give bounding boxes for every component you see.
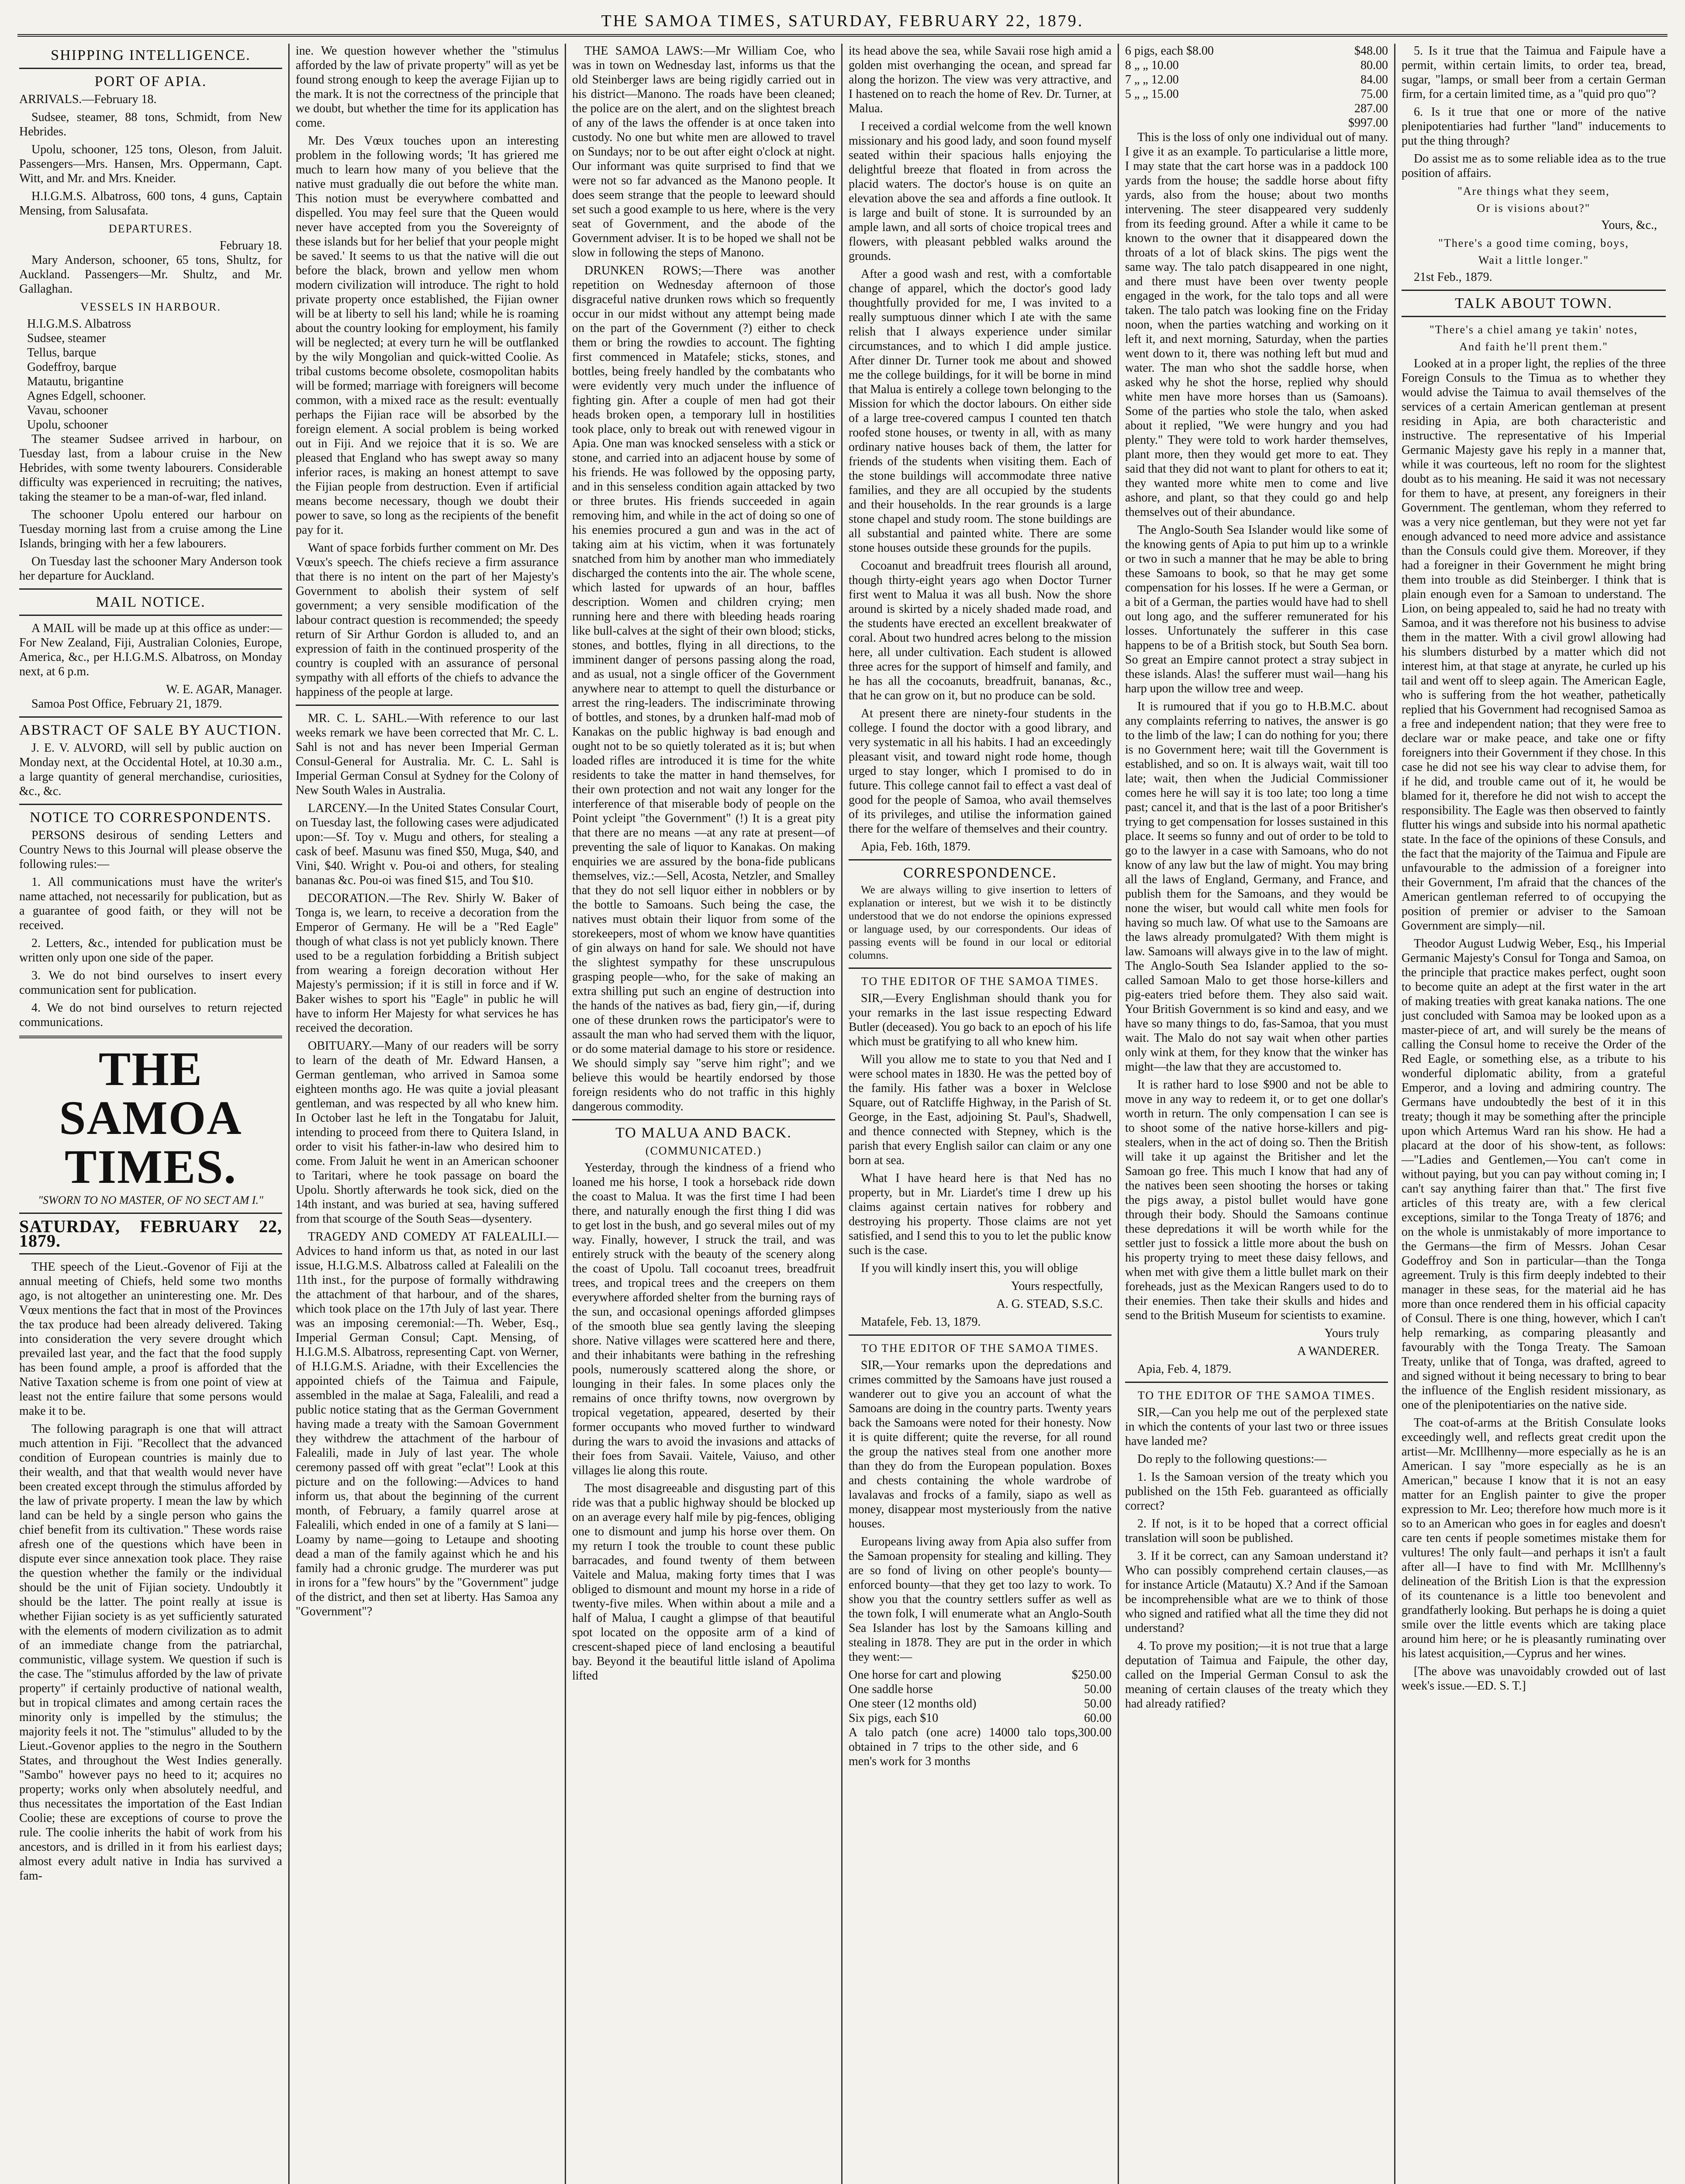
loss-row bbox=[1125, 73, 1388, 87]
masthead: THE SAMOA TIMES. bbox=[59, 1042, 242, 1193]
to-editor-head: TO THE EDITOR OF THE SAMOA TIMES. bbox=[861, 1342, 1099, 1355]
letter-paragraph: 6. Is it true that one or more of the native plenipotentiaries had further "land" inducements to put the thing through? bbox=[1402, 105, 1666, 148]
arrival-item: Upolu, schooner, 125 tons, Oleson, from Jaluit. Passengers—Mrs. Hansen, Mrs. Oppermann, Capt. Witt, and Mr. and Mrs. Kneider. bbox=[19, 143, 282, 185]
letter-paragraph: 4. To prove my position;—it is not true that a large deputation of Taimua and Faipule, the other day, called on the Imperial German Consul to ask the meaning of certain clauses of the treaty which they had already ratified? bbox=[1125, 1639, 1388, 1711]
loss-row bbox=[849, 1725, 1112, 1769]
loss-item: 7 „ „ 12.00 bbox=[1125, 73, 1179, 86]
letter-paragraph: If you will kindly insert this, you will oblige bbox=[861, 1261, 1078, 1275]
losses-table-cont bbox=[1125, 44, 1388, 130]
to-editor-head: TO THE EDITOR OF THE SAMOA TIMES. bbox=[861, 975, 1099, 988]
loss-row bbox=[849, 1682, 1112, 1697]
letter-date: 21st Feb., 1879. bbox=[1414, 270, 1492, 284]
column-6 bbox=[1395, 44, 1672, 2184]
letter-place: Apia, Feb. 4, 1879. bbox=[1137, 1362, 1232, 1376]
article-paragraph: DECORATION.—The Rev. Shirly W. Baker of Tonga is, we learn, to receive a decoration from the Emperor of Germany. He will be a "Red Eagle" though of what class is not yet publicly known. There used to be a regulation forbidding a British subject from wearing a foreign decoration without Her Majesty's permission; if it is still in force and if W. Baker wishes to sport his "Eagle" in public he will have to inform Her Majesty for what services he has received the decoration. bbox=[296, 892, 559, 1035]
correspondence-intro: We are always willing to give insertion to letters of explanation or interest, but we wish it to be distinctly understood that we do not endorse the opinions expressed or language used, by our correspondents. Our ideas of passing events will be found in our local or editorial columns. bbox=[849, 884, 1112, 961]
malua-paragraph: The most disagreeable and disgusting part of this ride was that a public highway should be blocked up on an average every half mile by pig-fences, obliging one to dismount and jump his horse over them. On my return I took the trouble to count these public barracades, and found twenty of them between Vaitele and Malua, making forty times that I was obliged to dismount and mount my horse in a ride of twenty-five miles. When within about a mile and a half of Malua, I caught a glimpse of that beautiful spot located on the opposite arm of a kind of crescent-shaped piece of land enclosing a beautiful bay. Beyond it the beautiful little island of Apolima lifted bbox=[572, 1482, 835, 1683]
vessel-item: Tellus, barque bbox=[27, 346, 97, 359]
verse-line: "Are things what they seem, bbox=[1457, 185, 1610, 197]
arrival-item: Sudsee, steamer, 88 tons, Schmidt, from New Hebrides. bbox=[19, 111, 282, 138]
letter-close: Yours respectfully, bbox=[1011, 1279, 1103, 1293]
loss-amount: $48.00 bbox=[1354, 44, 1388, 58]
notice-intro: PERSONS desirous of sending Letters and Country News to this Journal will please observe the following rules:— bbox=[19, 829, 282, 871]
loss-row bbox=[1125, 87, 1388, 101]
motto: "SWORN TO NO MASTER, OF NO SECT AM I." bbox=[38, 1194, 263, 1206]
epigraph-line: "There's a chiel amang ye takin' notes, bbox=[1429, 323, 1638, 336]
notice-title: NOTICE TO CORRESPONDENTS. bbox=[29, 809, 272, 826]
article-paragraph: Mr. Des Vœux touches upon an interesting problem in the following words; 'It has griered me much to learn how many of you believe that the native must gradually die out before the white man. This notion must be everywhere combatted and dispelled. You may feel sure that the Queen would never have accepted from you the Sovereignty of these islands but for her belief that your people might be saved.' It seems to us that the native will die out before the black, brown and yellow men whom modern civilization will introduce. The right to hold private property once established, the Fijian owner will be at liberty to sell his land; while he is roaming about the country looking for employment, his family will be neglected; at every turn he will be outflanked by the wily Mongolian and quick-witted Coolie. As tribal customs become obsolete, cosmopolitan habits will be formed; marriage with foreigners will become common, with a mixed race as the result: eventually perhaps the Fijian race will be absorbed by the foreign element. A social problem is being worked out in Fiji. And we rejoice that it is so. We are pleased that England who has swept away so many inferior races, is making an honest attempt to save the Fijian people from destruction. Even if artificial means become necessary, though we doubt their power to save, so long as the recipients of the benefit pay for it. bbox=[296, 134, 559, 537]
vessel-item: Vavau, schooner bbox=[27, 404, 108, 417]
notice-rule: 1. All communications must have the writer's name attached, not necessarily for publication, but as a guarantee of good faith, or they will not be received. bbox=[19, 875, 282, 932]
malua-paragraph: its head above the sea, while Savaii rose high amid a golden mist overhanging the ocean, and spread far along the horizon. The view was very attractive, and I hastened on to reach the home of Rev. Dr. Turner, at Malua. bbox=[849, 44, 1112, 115]
loss-amount: 80.00 bbox=[1360, 59, 1388, 72]
verse-line: "There's a good time coming, boys, bbox=[1438, 237, 1629, 249]
loss-item: 5 „ „ 15.00 bbox=[1125, 87, 1179, 101]
letter-paragraph: SIR,—Can you help me out of the perplexed state in which the contents of your last two or three issues have landed me? bbox=[1125, 1406, 1388, 1448]
loss-item: A talo patch (one acre) 14000 talo tops, obtained in 7 trips to the other side, and 6 men's work for 3 months bbox=[849, 1726, 1078, 1768]
notice-rule: 2. Letters, &c., intended for publication must be written only upon one side of the paper. bbox=[19, 936, 282, 964]
vessel-item: Sudsee, steamer bbox=[27, 332, 106, 345]
harbour-note: The steamer Sudsee arrived in harbour, on Tuesday last, from a labour cruise in the New Hebrides, with some twenty labourers. Considerable difficulty was experienced in recruiting; the natives, taking the steamer to be a man-of-war, fled inland. bbox=[19, 432, 282, 504]
letter-paragraph: The Anglo-South Sea Islander would like some of the knowing gents of Apia to put him up to a wrinkle or two in such a manner that he may be able to bring these Samoans to book, so that he may get some compensation for his losses. If he were a German, or a bit of a German, the parties would have had to shell out long ago, and the sufferer remunerated for his losses. Unfortunately the sufferer in this case happens to be of a British stock, but South Sea born. So great an Empire cannot protect a stray subject in these islands. Alas! the sufferer must wail—hang his harp upon the willow tree and weep. bbox=[1125, 523, 1388, 695]
columns bbox=[13, 44, 1673, 2184]
verse-line: Wait a little longer." bbox=[1478, 254, 1589, 266]
abstract-title: ABSTRACT OF SALE BY AUCTION. bbox=[19, 722, 282, 738]
article-paragraph: DRUNKEN ROWS;—There was another repetition on Wednesday afternoon of those disgraceful native drunken rows which so frequently occur in our midst without any attempt being made on the part of the Government (?) either to check them or bring the rowdies to account. The fighting first commenced in Matafele; sticks, stones, and bottles, being freely handled by the combatants who were evidently very much under the influence of fighting gin. After a couple of men had got their heads broken open, a temporary lull in hostilities took place, only to break out with renewed vigour in Apia. One man was knocked senseless with a stick or stone, and carried into an adjacent house by some of his friends. He was followed by the opposing party, and in this senseless condition again attacked by two or three brutes. His friends succeeded in again removing him, and while in the act of doing so one of his enemies procured a gun and was in the act of taking aim at his victim, when it was fortunately snatched from him by another man who immediately discharged the contents into the air. The whole scene, which lasted for upwards of an hour, baffles description. Women and children crying; men running here and there with bleeding heads roaring like bull-calves at the sight of their own blood; sticks, stones, and bottles, flying in all directions, to the imminent danger of persons passing along the road, and as usual, not a single officer of the Government anywhere near to attempt to quell the disturbance or arrest the ring-leaders. The indiscriminate throwing of bottles, and stones, by a drunken half-mad mob of Kanakas on the public highway is bad enough and ought not to be so quietly tolerated as it is; but when loaded rifles are introduced it is time for the white residents to take the matter in hand themselves, for their own protection and not wait any longer for the interference of that miserable body of people on the Point ycleipt "the Government" (!) It is a great pity that there are no means —at any rate at present—of preventing the sale of liquor to Kanakas. On making enquiries we are assured by the bona-fide publicans themselves, viz.:—Sell, Acosta, Netzler, and Smalley that they do not sell liquor either in nobblers or by the bottle to Samoans. Such being the case, the natives must obtain their liquor from some of the storekeepers, most of whom we know have quantities of gin always on hand for sale. We should not have the slightest sympathy for these unscrupulous grasping people—who, for the sake of making an extra shilling put such an engine of destruction into the hands of the natives as bad, fiery gin,—if, during one of these drunken rows the participator's were to assault the man who had served them with the liquor, or do some material damage to his store or residence. We should simply say "serve him right"; and we believe this would be heartily endorsed by those foreign residents who do not traffic in this highly dangerous commodity. bbox=[572, 264, 835, 1113]
mail-title: MAIL NOTICE. bbox=[96, 594, 206, 610]
loss-row bbox=[1125, 44, 1388, 58]
lead-paragraph: The following paragraph is one that will attract much attention in Fiji. "Recollect that the advanced condition of European countries is mainly due to their wealth, and that that wealth would never have been created except through the stimulus afforded by the law of private property. I mean the law by which land can be held by a single person who gains the chief benefit from its cultivation." These words raise afresh one of the questions which have been in dispute ever since annexation took place. They raise the question whether the family or the individual should be the unit of Fijian society. Undoubtly it should be the latter. The point really at issue is whether Fijian society is as yet sufficiently saturated with the elements of modern civilization as to admit of an immediate change from the patriarchal, communistic, village system. We question if such is the case. The "stimulus afforded by the law of private property" if certainly productive of national wealth, but in tropical climates and among certain races the minority only is impelled by the stimulus; the majority feels it not. The "stimulus" alluded to by the Lieut.-Govenor applies to the negro in the Southern States, and throughout the West Indies generally. "Sambo" however pays no heed to it; acquires no property; works only when absolutely needful, and thus necessitates the importation of the East Indian Coolie; these are exceptions of course to prove the rule. The coolie inherits the habit of work from his ancestors, and is drilled in it from his earliest days; almost every adult native in India has survived a fam- bbox=[19, 1422, 282, 1883]
malua-paragraph: Yesterday, through the kindness of a friend who loaned me his horse, I took a horseback ride down the coast to Malua. It was the first time I had been there, and naturally enough the first thing I did was to get lost in the bush, and go several miles out of my way. Finally, however, I struck the trail, and was entirely struck with the beauty of the scenery along the coast of Upolu. Tall cocoanut trees, breadfruit trees, and tropical trees and the creepers on them everywhere afforded shelter from the burning rays of the sun, and occasional openings afforded glimpses of the smooth blue sea gently laving the sleeping shore. Native villages were scattered here and there, and their inhabitants were bathing in the refreshing pools, numerously scattered along the shore, or lounging in their fales. In some places only the remains of once thrifty towns, now overgrown by tropical vegetation, appeared, deserted by their former occupants who moved further to windward during the wars to avoid the invasions and attacks of their foes from Savaii. Vaitele, Vaiuso, and other villages lie along this route. bbox=[572, 1161, 835, 1477]
harbour-note: The schooner Upolu entered our harbour on Tuesday morning last from a cruise among the Line Islands, bringing with her a few labourers. bbox=[19, 508, 282, 550]
letter-paragraph: Europeans living away from Apia also suffer from the Samoan propensity for stealing and killing. They are so fond of living on other people's bounty—enforced bounty—that they get too lazy to work. To show you that the country settlers suffer as well as the town folk, I will enumerate what an Anglo-South Sea Islander has lost by the Samoans killing and stealing in 1878. They are put in the order in which they went:— bbox=[849, 1535, 1112, 1664]
loss-amount: 50.00 bbox=[1084, 1683, 1112, 1696]
losses-table bbox=[849, 1668, 1112, 1769]
lead-paragraph: THE speech of the Lieut.-Govenor of Fiji at the annual meeting of Chiefs, held some two months ago, is not altogether an uninteresting one. Mr. Des Vœux mentions the fact that in most of the Provinces the tax produce had been already delivered. Taking into consideration the very severe drought which prevailed last year, and the fact that the food supply has been found ample, a proof is afforded that the Native Taxation scheme is from one point of view at least not the entire failure that some persons would make it to be. bbox=[19, 1260, 282, 1418]
article-paragraph: ine. We question however whether the "stimulus afforded by the law of private property" will as yet be found strong enough to keep the average Fijian up to the mark. It is not the correctness of the principle that we doubt, but whether the time for its application has come. bbox=[296, 44, 559, 130]
editor-note: [The above was unavoidably crowded out of last week's issue.—ED. S. T.] bbox=[1402, 1665, 1666, 1693]
vessel-item: Upolu, schooner bbox=[27, 418, 108, 432]
malua-date: Apia, Feb. 16th, 1879. bbox=[861, 840, 971, 854]
article-paragraph: Want of space forbids further comment on Mr. Des Vœux's speech. The chiefs recieve a firm assurance that there is no intent on the part of her Majesty's Government to abolish their system of self government; a very sensible modification of the labour contract question is recommended; the speedy return of Sir Arthur Gordon is alluded to, and an expression of faith in the continued prosperity of the country is coupled with an assurance of personal sympathy with all efforts of the chiefs to advance the happiness of the people at large. bbox=[296, 541, 559, 699]
harbour-note: On Tuesday last the schooner Mary Anderson took her departure for Auckland. bbox=[19, 555, 282, 583]
loss-amount: 84.00 bbox=[1360, 73, 1388, 86]
shipping-title: SHIPPING INTELLIGENCE. bbox=[51, 47, 251, 63]
letter-paragraph: It is rather hard to lose $900 and not be able to move in any way to redeem it, or to get one dollar's worth in return. The only compensation I can see is to shoot some of the native horse-killers and pig-stealers, when in the act of doing so. Then the British will take it up against the Britisher and let the Samoan go free. This much I know that had any of the natives been seen shooting the horses or taking the pigs away, a pistol bullet would have gone through their body. Should the Samoans continue these depredations it will be worth while for the settler just to fossick a little more about the bush on his property trying to meet these daisy fellows, and when met with give them a little bullet mark on their foreheads, just as the Mexican Rangers used to do to their enemies. Then take their skulls and hides and send to the British Museum for scientists to examine. bbox=[1125, 1078, 1388, 1322]
column-4 bbox=[842, 44, 1119, 2184]
epigraph-line: And faith he'll prent them." bbox=[1459, 340, 1608, 353]
dateline: SATURDAY, FEBRUARY 22, 1879. bbox=[19, 1216, 282, 1251]
malua-title: TO MALUA AND BACK. bbox=[615, 1125, 792, 1141]
town-paragraph: Theodor August Ludwig Weber, Esq., his Imperial Germanic Majesty's Consul for Tonga and Samoa, on the principle that practice makes perfect, ought soon to become quite an adept at the first water in the art of making treaties with great kanaka nations. The one just concluded with Samoa may be looked upon as a master-piece of art, and will surely be the means of calling the Consul home to receive the Order of the Red Eagle, or something else, as a tribute to his wonderful diplomatic ability, from a grateful Emperor, and a loving and admiring country. The Germans have undoubtedly the best of it in this treaty; though it may be something after the principle upon which Artemus Ward ran his show. He had a placard at the door of his show-tent, as follows:—"Ladies and Gentlemen,—You can't come in without paying, but you can pay without coming in; I can't say anything fairer than that." The first five articles of this treaty are, with a few clerical exceptions, similar to the Tonga Treaty of 1876; and on the whole is unmistakably of more importance to the Germans—the firm of Messrs. Johan Cesar Godeffroy and Son in particular—than the Tonga agreement. Truly is this firm deeply indebted to their manager in these seas, for the material aid he has more than once rendered them in his official capacity of Consul. There is one thing, however, which I can't help remarking, as comparing pleasantly and favourably with the Tonga Treaty. The Samoan Treaty, unlike that of Tonga, was drafted, agreed to and signed without it being necessary to bring to bear the influence of the English resident missionary, as one of the plenipotentiaries on the native side. bbox=[1402, 937, 1666, 1412]
malua-paragraph: At present there are ninety-four students in the college. I found the doctor with a good library, and very systematic in all his habits. I had an exceedingly pleasant visit, and toward night rode home, though urged to stay longer, which I promised to do in future. This college cannot fail to effect a vast deal of good for the people of Samoa, who avail themselves of its privileges, and utilise the information gained there for the welfare of themselves and their country. bbox=[849, 707, 1112, 836]
loss-item: One horse for cart and plowing bbox=[849, 1668, 1001, 1682]
loss-total: $997.00 bbox=[1348, 116, 1388, 130]
article-paragraph: MR. C. L. SAHL.—With reference to our last weeks remark we have been corrected that Mr. C. L. Sahl is not and has never been Imperial German Consul-General for Australia. Mr. C. L. Sahl is Imperial German Consul at Sydney for the Colony of New South Wales in Australia. bbox=[296, 712, 559, 797]
loss-item: Six pigs, each $10 bbox=[849, 1711, 939, 1725]
departures-text: Mary Anderson, schooner, 65 tons, Shultz, for Auckland. Passengers—Mr. Shultz, and Mr. Gallaghan. bbox=[19, 253, 282, 296]
departures-head: DEPARTURES. bbox=[108, 222, 193, 235]
loss-amount: 60.00 bbox=[1084, 1711, 1112, 1725]
letter-paragraph: Will you allow me to state to you that Ned and I were school mates in 1830. He was the petted boy of the family. His father was a boxer in Welclose Square, out of Ratcliffe Highway, in the Parish of St. George, in the East, adjoining St. Paul's, Shadwell, and thence connected with Stepney, which is the parish that every English sailor can claim or any one born at sea. bbox=[849, 1053, 1112, 1167]
mail-place: Samoa Post Office, February 21, 1879. bbox=[31, 697, 222, 711]
column-3 bbox=[566, 44, 842, 2184]
loss-row bbox=[849, 1697, 1112, 1711]
column-2 bbox=[290, 44, 566, 2184]
notice-rule: 4. We do not bind ourselves to return rejected communications. bbox=[19, 1001, 282, 1029]
malua-paragraph: I received a cordial welcome from the well known missionary and his good lady, and soon found myself seated within their spacious halls enjoying the delightful breeze that floated in from across the placid waters. The doctor's house is on quite an elevation above the sea and affords a fine outlook. It is large and built of stone. It is surrounded by an ample lawn, and all sorts of choice tropical trees and flowers, with pleasant pebbled walks around the grounds. bbox=[849, 120, 1112, 263]
arrival-item: H.I.G.M.S. Albatross, 600 tons, 4 guns, Captain Mensing, from Salusafata. bbox=[19, 190, 282, 218]
letter-paragraph: SIR,—Every Englishman should thank you for your remarks in the last issue respecting Edward Butler (deceased). You go back to an epoch of his life which must be gratifying to all who knew him. bbox=[849, 992, 1112, 1048]
letter-paragraph: This is the loss of only one individual out of many. I give it as an example. To particularise a little more, I may state that the cart horse was in a paddock 100 yards from the house; the saddle horse about fifty yards, also from the house; about two months intervening. The steer disappeared very suddenly from its feeding ground. After a while it came to be known to the owner that it disappeared down the throats of a lot of black skins. The pigs went the same way. The talo patch disappeared in one night, and there must have been over twenty people engaged in the work, for the talo tops and all were taken. The talo patch was looking fine on the Friday noon, when the parties watching and working on it left it, and next morning, Saturday, when the parties went down to it, there was nothing left but mud and water. The man who shot the saddle horse, when asked why he shot the horse, replied why should white men have more horses than us (Samoans). Some of the parties who stole the talo, when asked about it replied, "We were hungry and you had plenty." They were told to work harder themselves, plant more, then they would get more to eat. They said that they did not want to plant for others to eat it; they wanted more white men to come and live ashore, and plant, so that they could go and help themselves out of their abundance. bbox=[1125, 131, 1388, 519]
abstract-text: J. E. V. ALVORD, will sell by public auction on Monday next, at the Occidental Hotel, at 10.30 a.m., a large quantity of general merchandise, curiosities, &c., &c. bbox=[19, 741, 282, 798]
correspondence-title: CORRESPONDENCE. bbox=[903, 865, 1057, 881]
letter-close: Yours truly bbox=[1324, 1327, 1379, 1340]
column-5 bbox=[1119, 44, 1395, 2184]
vessel-item: H.I.G.M.S. Albatross bbox=[27, 317, 131, 331]
departures-date: February 18. bbox=[219, 239, 282, 252]
letter-paragraph: Do assist me as to some reliable idea as to the true position of affairs. bbox=[1402, 152, 1666, 180]
loss-item: 6 pigs, each $8.00 bbox=[1125, 44, 1214, 58]
loss-item: 8 „ „ 10.00 bbox=[1125, 59, 1179, 72]
vessel-item: Agnes Edgell, schooner. bbox=[27, 389, 146, 403]
letter-paragraph: 3. If it be correct, can any Samoan understand it? Who can possibly comprehend certain clauses,—as for instance Article (Matautu) X.? And if the Samoan be incomprehensible what are we to think of those who signed and ratified what all the time they did not understand? bbox=[1125, 1549, 1388, 1635]
letter-paragraph: 2. If not, is it to be hoped that a correct official translation will soon be published. bbox=[1125, 1517, 1388, 1545]
letter-paragraph: SIR,—Your remarks upon the depredations and crimes committed by the Samoans have just roused a wanderer out to give you an account of what the Samoans are doing in the country parts. Twenty years back the Samoans were noted for their honesty. Now it is quite different; quite the reverse, for all round the group the natives steal from one another more than they do from the European population. Boxes and chests containing the whole wardrobe of lavalavas and frocks of a family, siapo as well as money, disappear most mysteriously from the native houses. bbox=[849, 1358, 1112, 1531]
vessels-head: VESSELS IN HARBOUR. bbox=[80, 301, 221, 313]
to-editor-head: TO THE EDITOR OF THE SAMOA TIMES. bbox=[1138, 1389, 1375, 1402]
arrivals-head: ARRIVALS.—February 18. bbox=[19, 93, 157, 106]
loss-subtotal: 287.00 bbox=[1354, 102, 1388, 115]
letter-paragraph: It is rumoured that if you go to H.B.M.C. about any complaints referring to natives, the answer is go to the limb of the law; I can do nothing for you; there is no Government here; wait till the Government is established, and so on. It is always wait, wait till too late; wait, then when the Judicial Commissioner comes here he will say it is too late; too long a time past; cancel it, and that is the last of a poor Britisher's trying to get compensation for losses sustained in this place. It seems so funny and out of order to be told to go to the lawyer in a case with Samoans, who do not know of any law but the law of might. You may bring all the laws of England, Germany, and France, and publish them for the Samoans, and they would be none the wiser, but would call white men fools for having so much law. Of what use to the Samoans are the laws already promulgated? With them might is law. Samoans will always give in to the law of might. The Anglo-South Sea Islander applied to the so-called Samoan Malo to get those horse-killers and pig-eaters tried before them. They also said wait. Your British Government is so kind and easy, and we have so many things to do, fas-Samoa, that you must wait. The Malo do not say wait when other parties only wink at them, for they know that the winker has might—the law that they are accustomed to. bbox=[1125, 700, 1388, 1074]
letter-close: Yours, &c., bbox=[1601, 218, 1657, 232]
article-paragraph: OBITUARY.—Many of our readers will be sorry to learn of the death of Mr. Edward Hansen, a German gentleman, who arrived in Samoa some eighteen months ago. He was quite a jovial pleasant gentleman, and was respected by all who knew him. In October last he left in the Tongatabu for Jaluit, intending to proceed from there to Quitera Island, in order to visit his father-in-law who desired him to come. From Jaluit he went in an American schooner to Taritari, where he took passage on board the Upolu. Shortly afterwards he took sick, died on the 14th instant, and was buried at sea, having suffered from that scourge of the South Seas—dysentery. bbox=[296, 1039, 559, 1226]
loss-amount: 300.00 bbox=[1078, 1726, 1112, 1739]
letter-place: Matafele, Feb. 13, 1879. bbox=[861, 1315, 981, 1329]
letter-paragraph: Do reply to the following questions:— bbox=[1137, 1452, 1327, 1466]
running-head: THE SAMOA TIMES, SATURDAY, FEBRUARY 22, 1879. bbox=[17, 8, 1668, 37]
loss-item: One steer (12 months old) bbox=[849, 1697, 977, 1711]
loss-row bbox=[1125, 58, 1388, 73]
town-paragraph: The coat-of-arms at the British Consulate looks exceedingly well, and reflects great credit upon the artist—Mr. McIllhenny—more especially as he is an American. I say "more especially as he is an American," because I know that it is not an easy matter for an English painter to give the proper expression to Mr. Leo; therefore how much more is it so to an American who goes in for eagles and doesn't care ten cents if people sometimes mistake them for vultures! The only fault—and perhaps it isn't a fault after all—I have to find with Mr. McIllhenny's delineation of the British Lion is that the expression of its countenance is a little too benevolent and grandfatherly looking. But perhaps he is doing a quiet smile over the little events which are taking place around him here; or he is pleasantly ruminating over his latest acquisition,—Cyprus and her wines. bbox=[1402, 1416, 1666, 1660]
loss-item: One saddle horse bbox=[849, 1683, 933, 1696]
vessel-item: Matautu, brigantine bbox=[27, 375, 124, 388]
letter-signature: A WANDERER. bbox=[1297, 1344, 1379, 1358]
town-title: TALK ABOUT TOWN. bbox=[1455, 295, 1612, 311]
port-title: PORT OF APIA. bbox=[94, 73, 207, 90]
article-paragraph: TRAGEDY AND COMEDY AT FALEALILI.—Advices to hand inform us that, as noted in our last issue, H.I.G.M.S. Albatross called at Falealili on the 11th inst., for the purpose of formally withdrawing the attachment of that harbour, and of the shares, which took place on the 17th July of last year. There was an imposing ceremonial:—Th. Weber, Esq., Imperial German Consul; Capt. Mensing, of H.I.G.M.S. Albatross, representing Capt. von Werner, of H.I.G.M.S. Ariadne, with their Excellencies the appointed chiefs of the Taimua and Faipule, assembled in the malae at Saga, Falealili, and read a public notice stating that as the German Government having made a treaty with the Samoan Government they withdrew the attachment of the harbour of Falealili, made in July of last year. The whole ceremony passed off with great "eclat"! Look at this picture and on the following:—Advices to hand inform us, that about the beginning of the current month, of February, a family quarrel arose at Falealili, which ended in one of a family at S lani—Loamy by name—going to Letaupe and shooting dead a man of the family against which he and his family had a chronic grudge. The murderer was put in irons for a "few hours" by the "Government" judge of the district, and then set at liberty. Has Samoa any "Government"? bbox=[296, 1230, 559, 1618]
vessel-item: Godeffroy, barque bbox=[27, 360, 117, 374]
article-paragraph: LARCENY.—In the United States Consular Court, on Tuesday last, the following cases were adjudicated upon:—Sf. Toy v. Mugu and others, for stealing a cask of beef. Masunu was fined $50, Muga, $40, and Vini, $40. Wright v. Pou-oi and others, for stealing bananas &c. Pou-oi was fined $15, and Tou $10. bbox=[296, 802, 559, 887]
loss-amount: 75.00 bbox=[1360, 87, 1388, 101]
loss-amount: 50.00 bbox=[1084, 1697, 1112, 1711]
mail-signature: W. E. AGAR, Manager. bbox=[166, 683, 282, 696]
letter-paragraph: What I have heard here is that Ned has no property, but in Mr. Liardet's time I drew up his claims against certain natives for robbery and destroying his property. Those claims are not yet satisfied, and I send this to you to let the public know such is the case. bbox=[849, 1171, 1112, 1257]
column-1 bbox=[13, 44, 290, 2184]
letter-paragraph: 5. Is it true that the Taimua and Faipule have a permit, within certain limits, to order tea, bread, sugar, "lamps, or small beer from a certain German firm, for a certain limited time, as a "quid pro quo"? bbox=[1402, 44, 1666, 101]
loss-amount: $250.00 bbox=[1072, 1668, 1112, 1682]
malua-paragraph: After a good wash and rest, with a comfortable change of apparel, which the doctor's good lady thoughtfully provided for me, I was invited to a really sumptuous dinner which I ate with the same relish that I always experience under similar circumstances, and to which I did ample justice. After dinner Dr. Turner took me about and showed me the college buildings, for it will be borne in mind that Malua is entirely a college town belonging to the Mission for which the doctor labours. On either side of a large tree-covered campus I counted ten thatch roofed stone houses, or twenty in all, with as many ordinary native houses back of them, the latter for friends of the students when visiting them. Each of the stone buildings will accommodate three native families, and they are all occupied by the students and their households. In the rear grounds is a large stone chapel and study room. The stone buildings are all substantial and painted white. There are some stone houses outside these grounds for the pupils. bbox=[849, 267, 1112, 555]
malua-subtitle: (COMMUNICATED.) bbox=[645, 1144, 762, 1157]
article-paragraph: THE SAMOA LAWS:—Mr William Coe, who was in town on Wednesday last, informs us that the old Steinberger laws are being rigidly carried out in his district—Manono. The roads have been cleaned; the police are on the alert, and on the slightest breach of any of the laws the offender is at once taken into custody. No one but white men are allowed to travel on Sundays; nor to be out after eight o'clock at night. Our informant was quite surprised to find that we were not so far advanced as the Manono people. It does seem strange that the people to leeward should set such a good example to us here, where is the very seat of Government, and the abode of the Government adviser. It is to be hoped we shall not be slow in following the steps of Manono. bbox=[572, 44, 835, 259]
mail-text: A MAIL will be made up at this office as under:— For New Zealand, Fiji, Australian Colonies, Europe, America, &c., per H.I.G.M.S. Albatross, on Monday next, at 6 p.m. bbox=[19, 622, 282, 678]
malua-paragraph: Cocoanut and breadfruit trees flourish all around, though thirty-eight years ago when Doctor Turner first went to Malua it was all bush. Now the shore around is skirted by a nicely shaded made road, and the students have erected an excellent breakwater of coral. About two hundred acres belong to the mission here, all under cultivation. Each student is allowed three acres for the support of himself and family, and he has all the cocoanuts, breadfruit, bananas, &c., that he can grow on it, but no produce can be sold. bbox=[849, 559, 1112, 702]
loss-row bbox=[849, 1711, 1112, 1725]
notice-rule: 3. We do not bind ourselves to insert every communication sent for publication. bbox=[19, 969, 282, 997]
loss-row bbox=[849, 1668, 1112, 1682]
verse-line: Or is visions about?" bbox=[1477, 202, 1591, 214]
town-paragraph: Looked at in a proper light, the replies of the three Foreign Consuls to the Timua as to whether they would advise the Taimua to avail themselves of the services of a certain American gentleman at present residing in Apia, are both characteristic and instructive. The representative of his Imperial Germanic Majesty gave his reply in a manner that, while it was courteous, left no room for the slightest doubt as to his meaning. He said it was not necessary for them to have, at present, any foreigners in their Government. The gentleman, whom they referred to was a very nice gentleman, but they were not yet far enough advanced to need more advice and assistance than the Consuls could give them. Moreover, if they had a foreigner in their Government he might bring them into trouble as did Steinberger. I think that is plain enough even for a Samoan to understand. The Lion, on being appealed to, said he had no treaty with Samoa, and it was therefore not his business to advise them in the matter. With a civil growl allowing had his slumbers disturbed by a matter which did not interest him, at that stage at anyrate, he curled up his tail and went off to sleep again. The American Eagle, who is suffering from the hot weather, pathetically replied that his Government had recognised Samoa as a free and independent nation; that they were free to declare war or make peace, and take one or fifty foreigners into their Government if they chose. In this case he did not see his way clear to advise them, for if he did, and trouble came out of it, he would be blamed for it, therefore he did not wish to accept the responsibility. The Eagle was then observed to faintly flutter his wings and subside into his normal apathetic state. In the face of the opinions of these Consuls, and the fact that the majority of the Taimua and Fipule are unfavourable to the admission of a foreigner into their Government, I'm afraid that the chances of the American gentleman referred to of occupying the position of premier or adviser to the Samoan Government are simply—nil. bbox=[1402, 357, 1666, 933]
letter-paragraph: 1. Is the Samoan version of the treaty which you published on the 15th Feb. guaranteed as officially correct? bbox=[1125, 1470, 1388, 1513]
letter-signature: A. G. STEAD, S.S.C. bbox=[996, 1297, 1103, 1311]
